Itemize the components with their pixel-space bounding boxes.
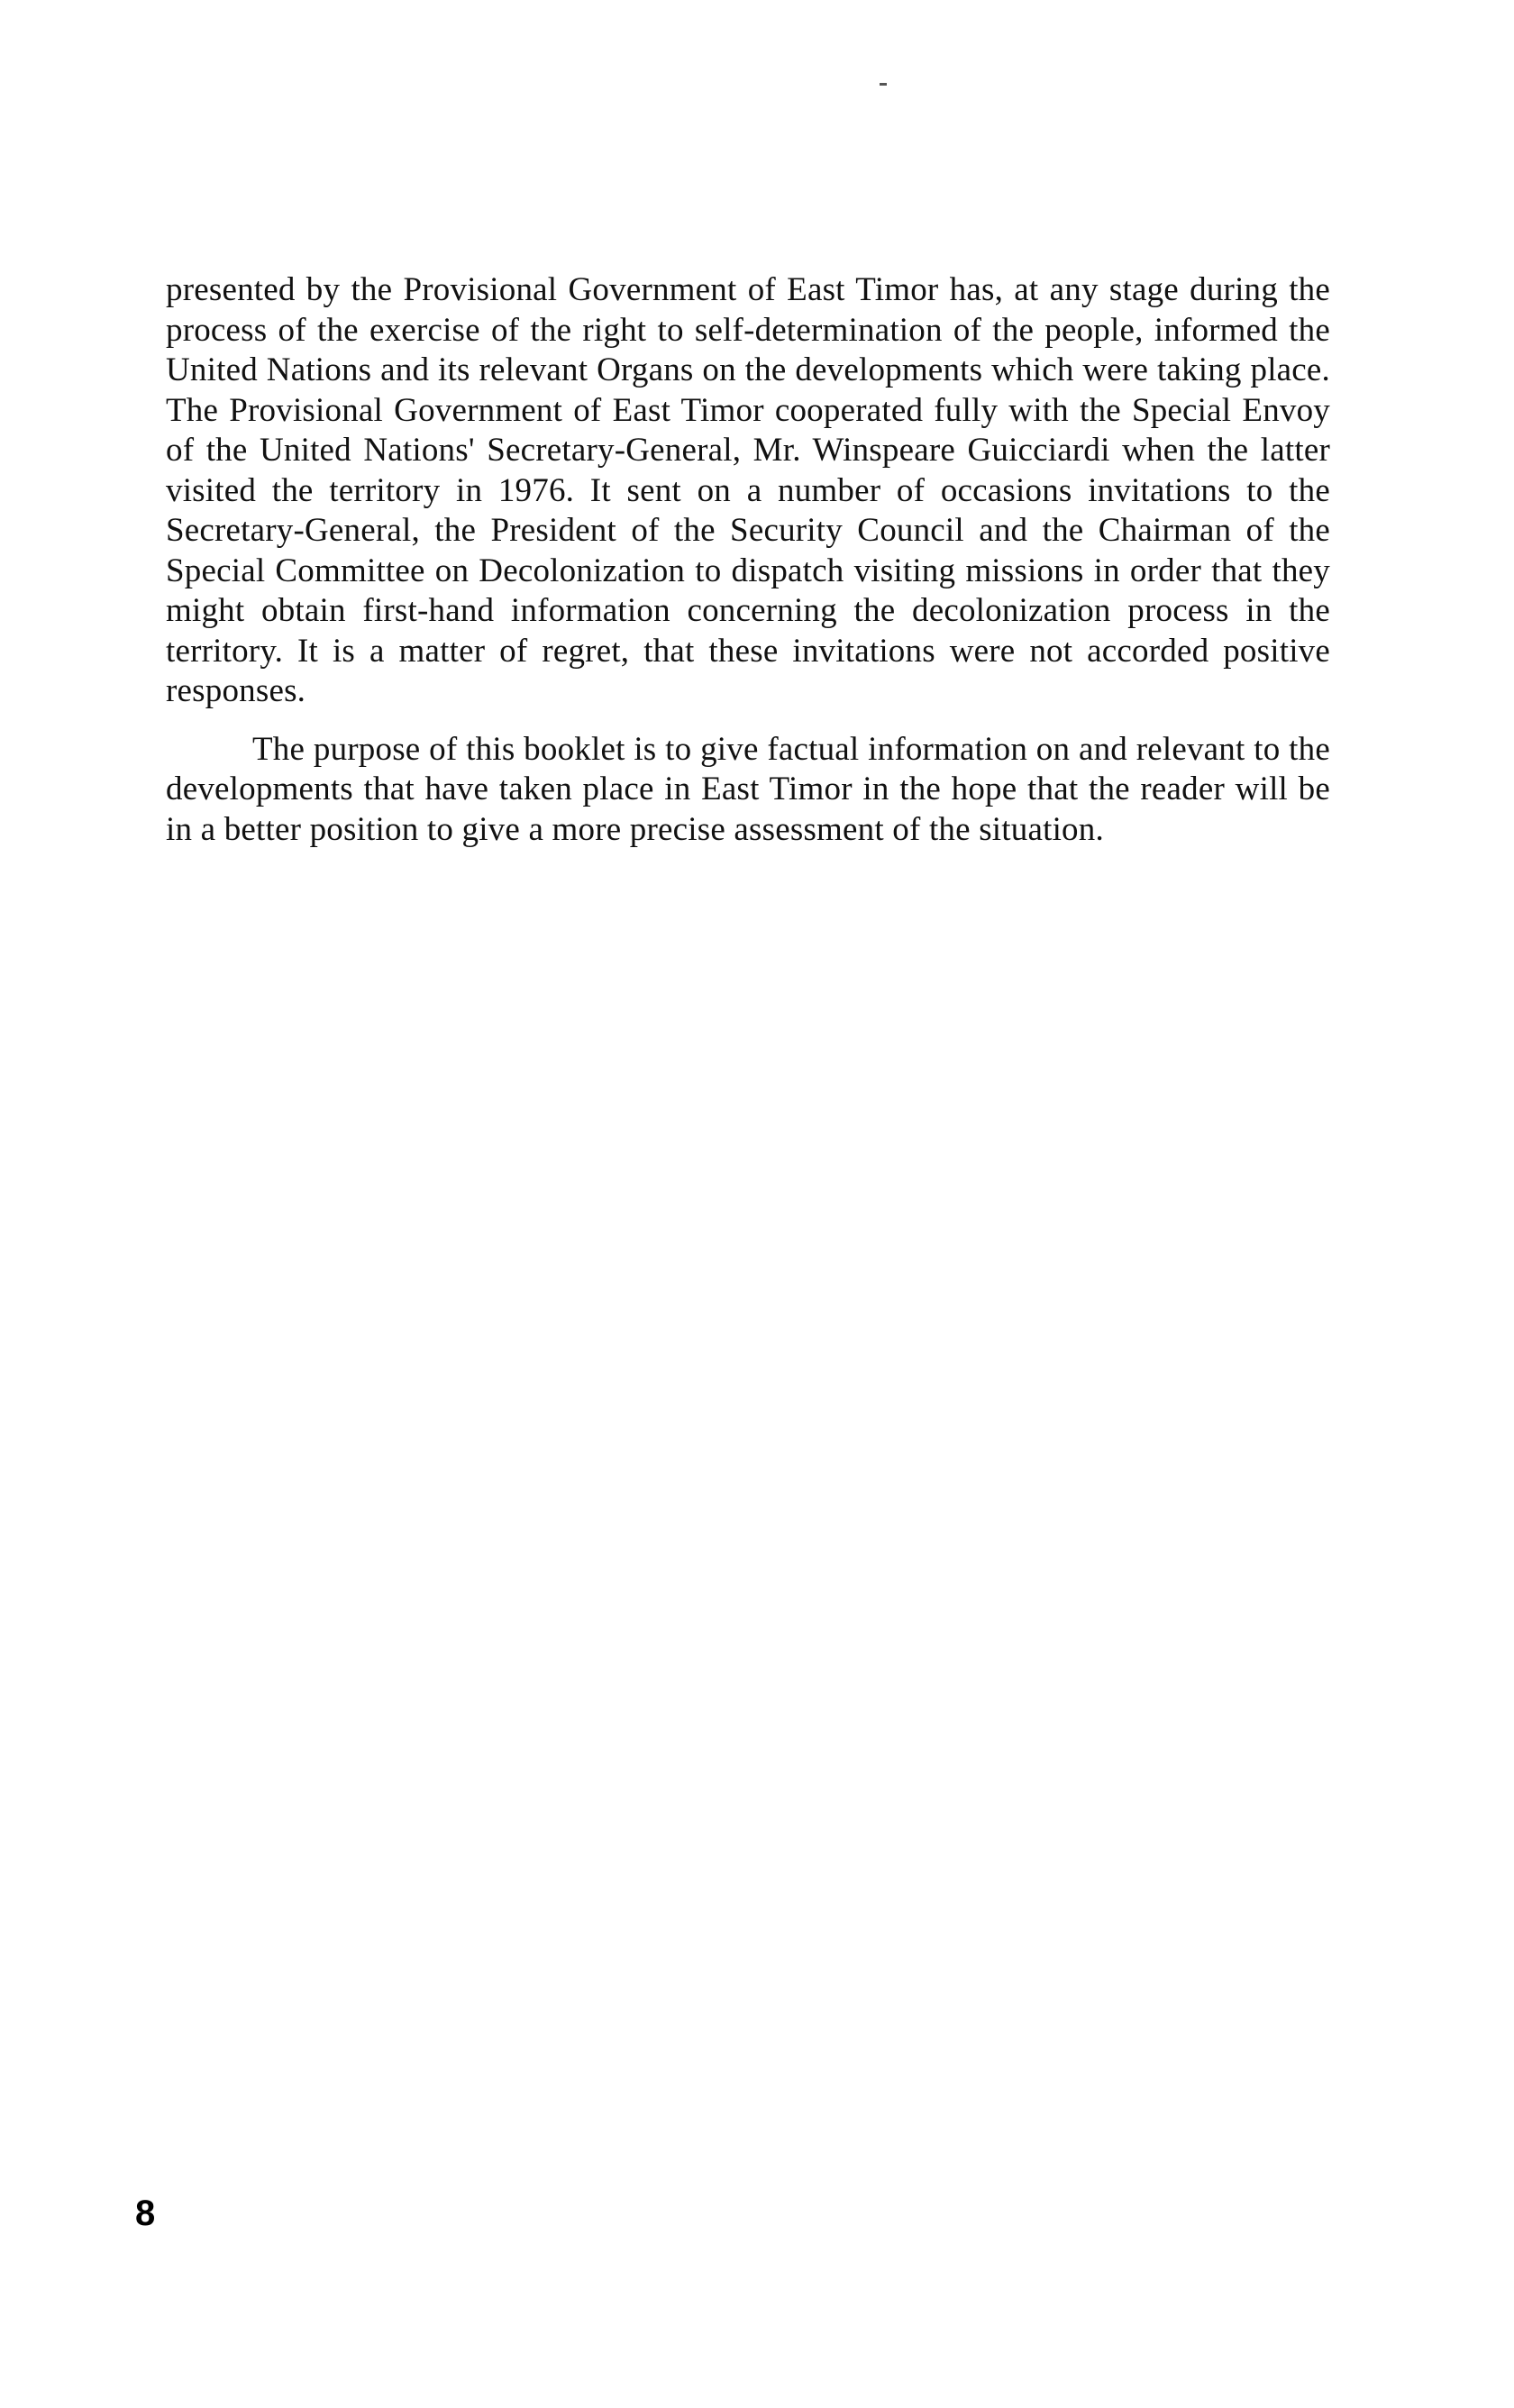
- page-number: 8: [135, 2194, 156, 2233]
- paragraph-2: The purpose of this booklet is to give factual information on and relevant to the developments that have taken place in East Timor in the hope that the reader will be in a better position to give a more precise assessment of the situation.: [166, 730, 1330, 848]
- scan-mark: [880, 83, 887, 86]
- body-text: [166, 270, 1330, 850]
- paragraph-1: presented by the Provisional Government of East Timor has, at any stage during the process of the exercise of the right to self-determination of the people, informed the United Nations and its relevant Organs on the developments which were taking place. The Provisional Government of East Timor cooperated fully with the Special Envoy of the United Nations' Secretary-General, Mr. Winspeare Guicciardi when the latter visited the territory in 1976. It sent on a number of occasions invitations to the Secretary-General, the President of the Security Council and the Chairman of the Special Committee on Decolonization to dispatch visiting missions in order that they might obtain first-hand information concerning the decolonization process in the territory. It is a matter of regret, that these invitations were not accorded positive responses.: [166, 271, 1330, 709]
